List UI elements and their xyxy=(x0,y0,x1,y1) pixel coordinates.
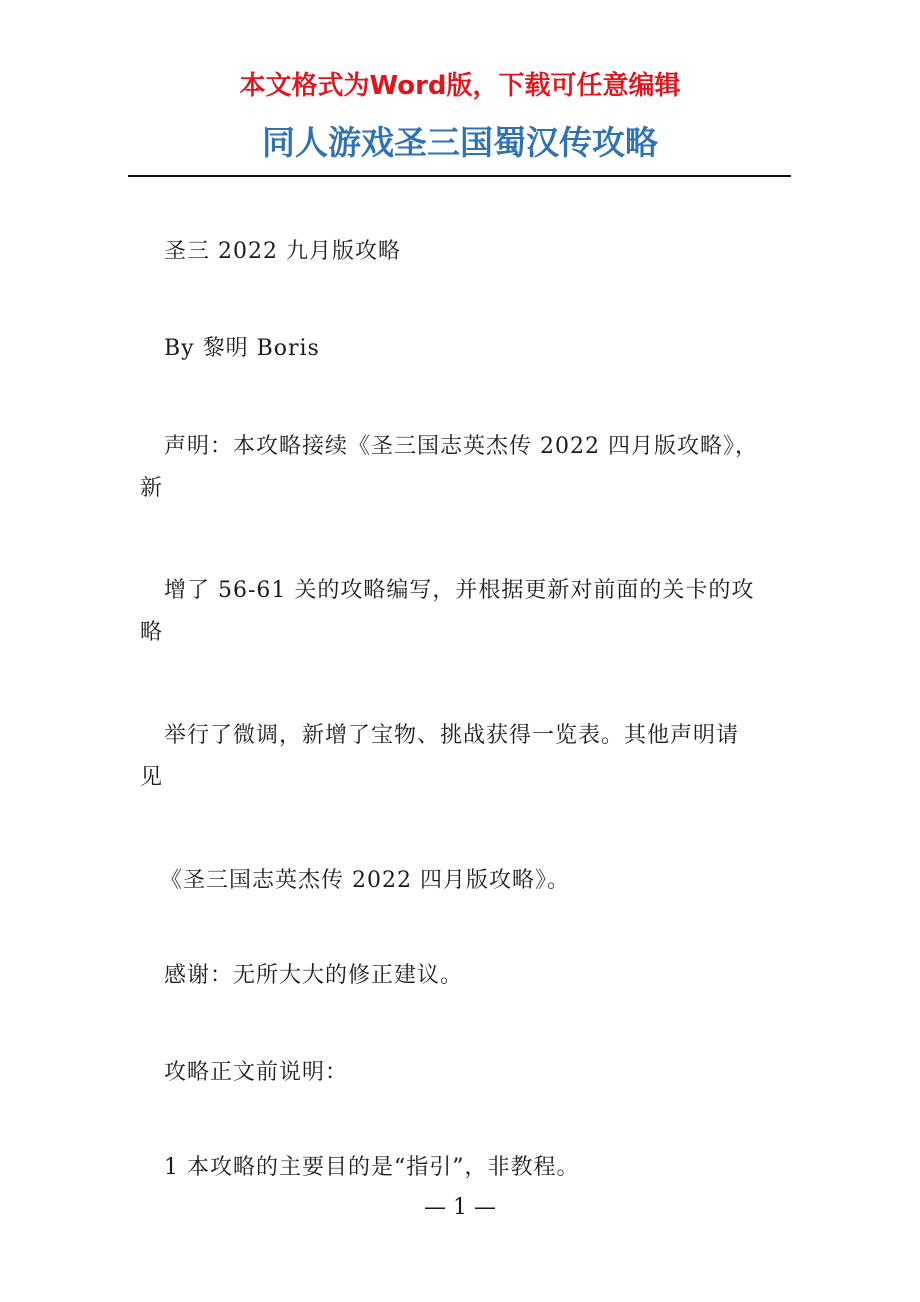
thanks-paragraph xyxy=(140,955,800,997)
update-line: 增了 56-61 关的攻略编写，并根据更新对前面的关卡的攻 xyxy=(164,578,755,603)
tweak-line: 见 xyxy=(140,765,164,790)
thanks-text: 感谢：无所大大的修正建议。 xyxy=(164,963,464,988)
notes-heading: 攻略正文前说明： xyxy=(164,1060,349,1085)
tweak-paragraph xyxy=(140,715,800,799)
statement-paragraph xyxy=(140,426,800,510)
statement-line: 声明：本攻略接续《圣三国志英杰传 2022 四月版攻略》， xyxy=(164,434,758,459)
notes-heading-paragraph xyxy=(140,1052,800,1094)
note-paragraph xyxy=(140,1147,800,1189)
subtitle-text: 圣三 2022 九月版攻略 xyxy=(164,239,401,264)
author-paragraph xyxy=(140,328,800,370)
update-paragraph xyxy=(140,570,800,654)
reference-paragraph xyxy=(140,860,800,902)
note-item: 1 本攻略的主要目的是“指引”，非教程。 xyxy=(164,1155,580,1180)
reference-text: 《圣三国志英杰传 2022 四月版攻略》。 xyxy=(160,868,570,893)
document-title: 同人游戏圣三国蜀汉传攻略 xyxy=(262,123,658,162)
subtitle-paragraph xyxy=(140,231,800,273)
format-notice-banner: 本文格式为Word版，下载可任意编辑 xyxy=(239,71,681,101)
update-line: 略 xyxy=(140,620,164,645)
page-number: — 1 — xyxy=(424,1195,496,1220)
author-text: By 黎明 Boris xyxy=(164,336,320,361)
title-divider xyxy=(128,175,791,177)
statement-line: 新 xyxy=(140,476,164,501)
tweak-line: 举行了微调，新增了宝物、挑战获得一览表。其他声明请 xyxy=(164,723,740,748)
